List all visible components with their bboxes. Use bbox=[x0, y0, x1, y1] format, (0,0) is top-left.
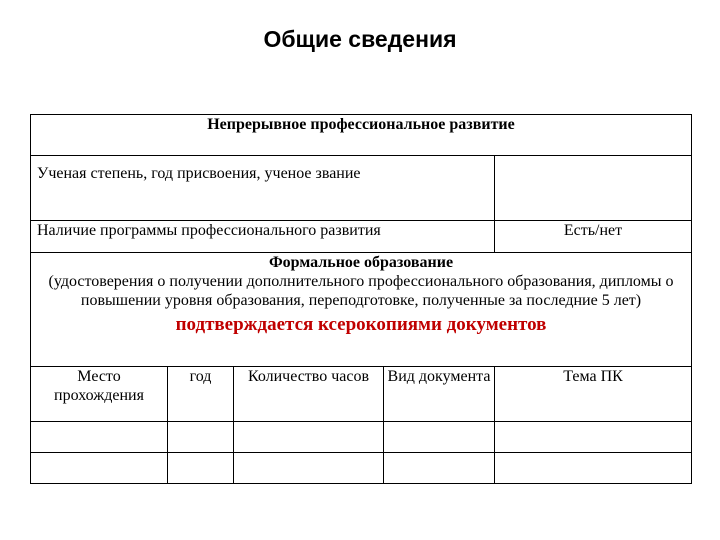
column-header-topic: Тема ПК bbox=[495, 367, 692, 422]
table-header-row bbox=[31, 115, 692, 156]
page-title: Общие сведения bbox=[263, 26, 457, 52]
table-cell[interactable] bbox=[495, 453, 692, 484]
degree-label: Ученая степень, год присвоения, ученое звание bbox=[31, 156, 495, 221]
formal-education-row bbox=[31, 253, 692, 367]
column-header-row bbox=[31, 367, 692, 422]
formal-education-cell bbox=[31, 253, 692, 367]
table-cell[interactable] bbox=[31, 453, 168, 484]
formal-education-description: (удостоверения о получении дополнительного профессионального образования, дипломы о повышении уровня образования, переподготовке, полученные за последние 5 лет) bbox=[48, 273, 674, 309]
table-row bbox=[31, 422, 692, 453]
table-cell[interactable] bbox=[384, 453, 495, 484]
table-cell[interactable] bbox=[384, 422, 495, 453]
table-cell[interactable] bbox=[31, 422, 168, 453]
column-header-hours: Количество часов bbox=[234, 367, 384, 422]
table-cell[interactable] bbox=[168, 453, 234, 484]
program-row bbox=[31, 221, 692, 253]
table-cell[interactable] bbox=[495, 422, 692, 453]
table-cell[interactable] bbox=[168, 422, 234, 453]
formal-education-confirmation: подтверждается ксерокопиями документов bbox=[175, 314, 547, 335]
degree-value-cell[interactable] bbox=[495, 156, 692, 221]
program-value[interactable]: Есть/нет bbox=[495, 221, 692, 253]
degree-row bbox=[31, 156, 692, 221]
table-cell[interactable] bbox=[234, 422, 384, 453]
column-header-document-type: Вид документа bbox=[384, 367, 495, 422]
table-cell[interactable] bbox=[234, 453, 384, 484]
column-header-place: Место прохождения bbox=[31, 367, 168, 422]
program-label: Наличие программы профессионального развития bbox=[31, 221, 495, 253]
table-row bbox=[31, 453, 692, 484]
column-header-year: год bbox=[168, 367, 234, 422]
table-header: Непрерывное профессиональное развитие bbox=[31, 115, 692, 156]
professional-development-table bbox=[30, 114, 692, 484]
formal-education-title: Формальное образование bbox=[268, 254, 454, 271]
